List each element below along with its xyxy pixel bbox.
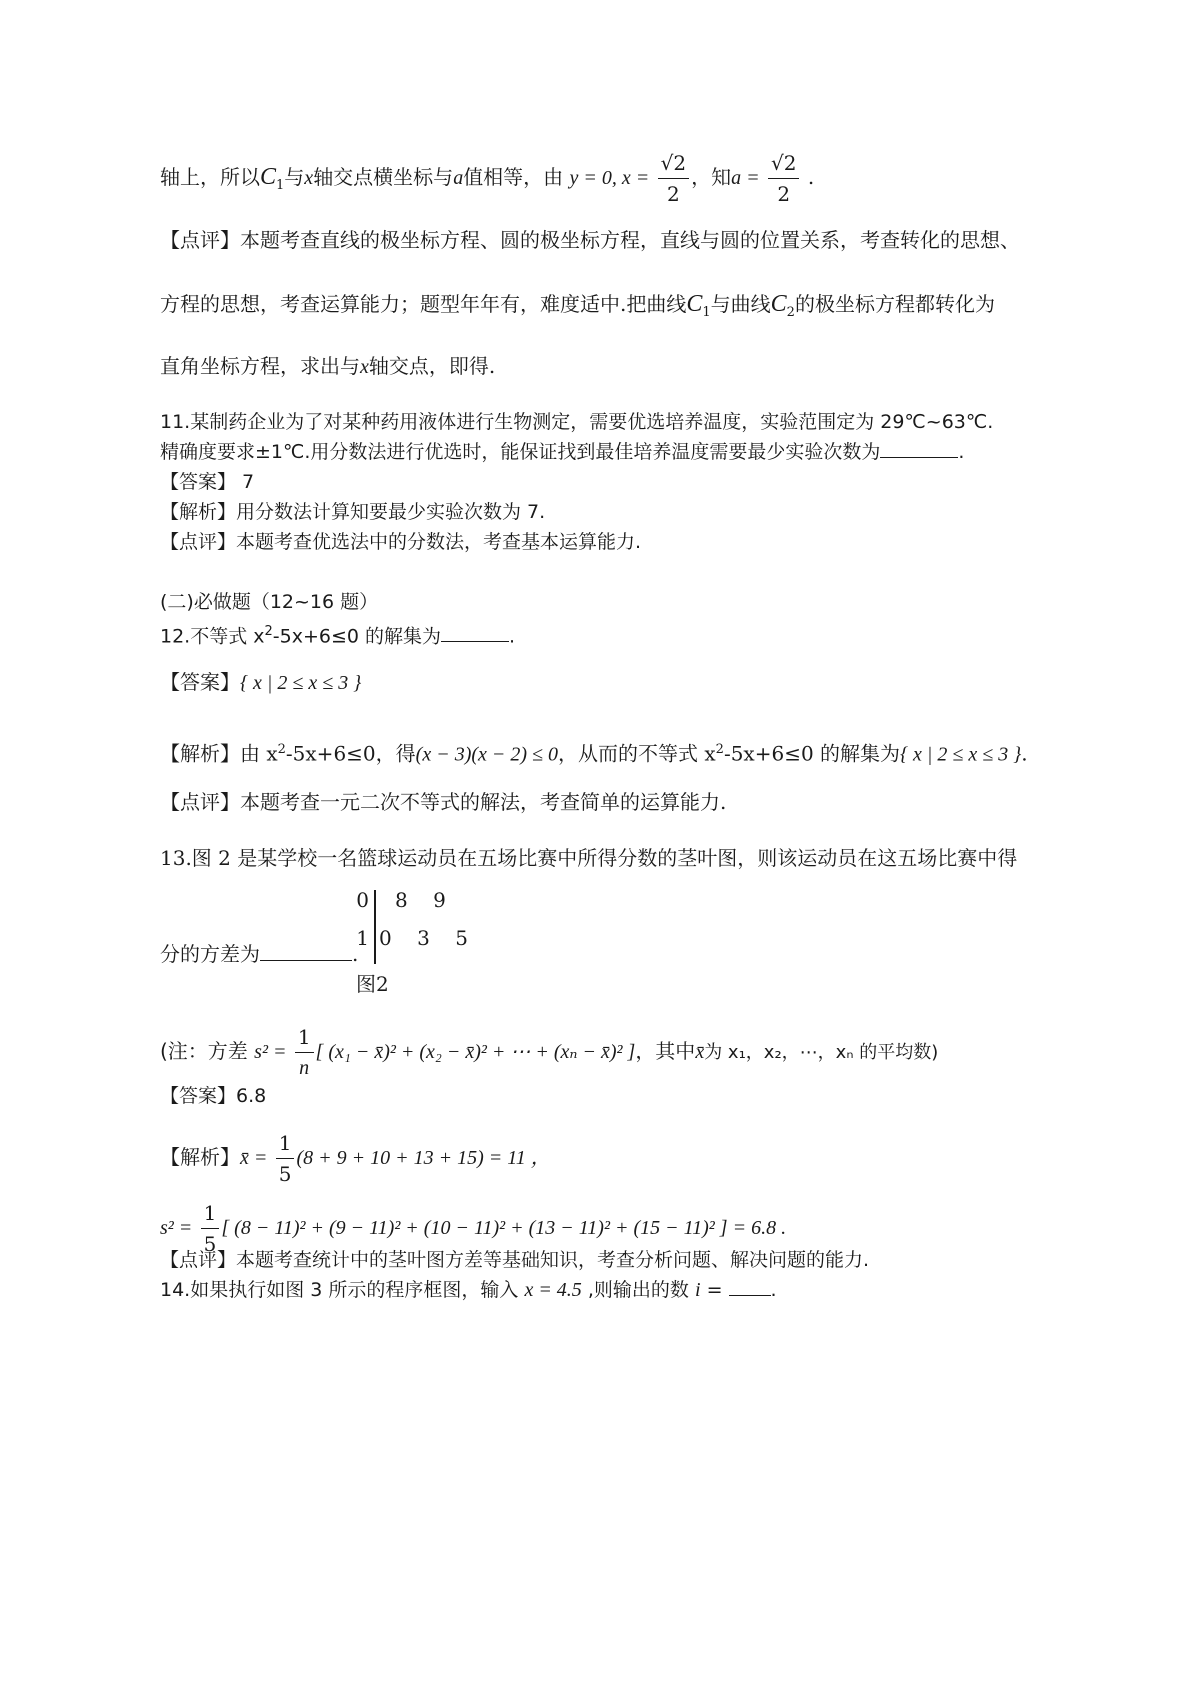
text: 轴交点横坐标与 [313, 165, 454, 189]
text: 分的方差为 [160, 942, 260, 966]
answer-blank [441, 623, 509, 642]
text: -5x+6≤0，得 [285, 741, 416, 766]
q12-analysis [160, 736, 1028, 769]
equation: a = [731, 167, 760, 189]
q12-comment: 【点评】本题考查一元二次不等式的解法，考查简单的运算能力. [160, 790, 727, 814]
q13-variance-note [160, 1022, 938, 1083]
leaves: 8 9 [395, 888, 446, 912]
text: . [807, 165, 815, 189]
a-symbol: a [453, 167, 464, 189]
leaves: 0 3 5 [379, 926, 469, 950]
text: 为 x₁，x₂，⋯，xₙ 的平均数) [704, 1042, 939, 1063]
figure-caption: 图2 [356, 972, 389, 996]
label: 【答案】 [160, 670, 240, 694]
text: ，其中 [635, 1039, 696, 1063]
superscript: 2 [277, 742, 286, 757]
superscript: 2 [715, 742, 724, 757]
text: 值相等，由 [463, 165, 564, 189]
mean-symbol: x̄ [695, 1041, 705, 1063]
equation: y = 0, x = [569, 167, 650, 189]
text: 14.如果执行如图 3 所示的程序框图，输入 [160, 1279, 519, 1301]
denominator: 5 [203, 1232, 217, 1256]
one-over-five-fraction [276, 1128, 295, 1189]
q11-line-1: 11.某制药企业为了对某种药用液体进行生物测定，需要优选培养温度，实验范围定为 29℃~63℃. [160, 411, 994, 433]
equation: x = 4.5 [524, 1279, 582, 1301]
text: . [352, 942, 359, 966]
equation: [ (8 − 11)² + (9 − 11)² + (10 − 11)² + (13 − 11)² + (15 − 11)² ] = 6.8 . [221, 1217, 787, 1239]
q11-comment: 【点评】本题考查优选法中的分数法，考查基本运算能力. [160, 531, 642, 553]
x-symbol: x [304, 167, 314, 189]
subscript: 1 [702, 305, 711, 320]
text: -5x+6≤0 的解集为 [272, 625, 442, 648]
stem-row [355, 888, 485, 926]
text: 直角坐标方程，求出与 [160, 354, 360, 378]
q11-answer: 【答案】 7 [160, 471, 255, 493]
variance-symbol: s² = [254, 1041, 287, 1063]
text: . [509, 625, 516, 648]
numerator: 1 [276, 1128, 295, 1159]
text: ,则输出的数 [587, 1279, 689, 1301]
q13-comment: 【点评】本题考查统计中的茎叶图方差等基础知识，考查分析问题、解决问题的能力. [160, 1249, 870, 1271]
solution-set: { x | 2 ≤ x ≤ 3 } [900, 743, 1022, 766]
text: = [706, 1279, 723, 1301]
answer-blank [880, 439, 958, 458]
variance-formula: [ (x₁ − x̄)² + (x₂ − x̄)² + ⋯ + (xₙ − x̄)² ] [315, 1041, 636, 1063]
denominator: n [299, 1057, 310, 1079]
text: . [770, 1279, 777, 1301]
q12-question [160, 618, 515, 650]
label: 【解析】 [160, 1145, 240, 1169]
numerator: 1 [295, 1022, 314, 1053]
q13-line-2 [160, 940, 358, 968]
subscript: 2 [786, 305, 795, 320]
subscript: 1 [276, 178, 285, 193]
sqrt2-over-2-fraction [768, 148, 799, 209]
text: 的极坐标方程都转化为 [794, 292, 995, 316]
text: ，知 [691, 165, 732, 189]
q13-analysis-line-1 [160, 1128, 551, 1189]
answer-blank [729, 1277, 771, 1296]
text: 轴上，所以 [160, 165, 260, 189]
superscript: 2 [264, 624, 273, 639]
text: 【解析】由 x [160, 741, 278, 766]
q10-conclusion-line [160, 148, 814, 209]
numerator: 1 [201, 1198, 220, 1229]
sqrt2-over-2-fraction [658, 148, 689, 209]
text: 轴交点，即得. [368, 354, 496, 378]
c2-symbol: C [770, 291, 787, 317]
text: 精确度要求±1℃.用分数法进行优选时，能保证找到最佳培养温度需要最少实验次数为 [160, 441, 881, 463]
text: . [958, 441, 965, 463]
text: 与曲线 [710, 292, 771, 316]
stem: 1 [356, 926, 369, 950]
q10-comment-line-2 [160, 290, 995, 327]
x-symbol: x [360, 356, 369, 378]
c1-symbol: C [686, 291, 703, 317]
c1-symbol: C [260, 164, 277, 190]
q11-line-2 [160, 438, 964, 466]
answer-blank [260, 942, 352, 961]
text: ，从而的不等式 x [558, 741, 716, 766]
denominator: 2 [667, 182, 680, 206]
section-header: (二)必做题（12~16 题） [160, 591, 379, 613]
stem-and-leaf-plot [355, 888, 485, 964]
numerator: √2 [768, 148, 799, 179]
equation: x̄ = [240, 1147, 268, 1169]
stem: 0 [356, 888, 369, 912]
one-over-n-fraction [295, 1022, 314, 1083]
q13-answer: 【答案】6.8 [160, 1085, 267, 1107]
text: 方程的思想，考查运算能力；题型年年有，难度适中.把曲线 [160, 292, 687, 316]
text: 12.不等式 x [160, 625, 265, 648]
text: (注：方差 [160, 1039, 248, 1063]
solution-set: { x | 2 ≤ x ≤ 3 } [240, 672, 362, 694]
i-symbol: i [694, 1279, 701, 1301]
q11-analysis: 【解析】用分数法计算知要最少实验次数为 7. [160, 501, 546, 523]
text: 与 [284, 165, 305, 189]
denominator: 2 [777, 182, 791, 206]
q14-question [160, 1276, 777, 1304]
equation: s² = [160, 1217, 193, 1239]
q13-line-1: 13.图 2 是某学校一名篮球运动员在五场比赛中所得分数的茎叶图，则该运动员在这五场比赛中得 [160, 846, 1018, 870]
q10-comment-line-1: 【点评】本题考查直线的极坐标方程、圆的极坐标方程，直线与圆的位置关系，考查转化的思想、 [160, 228, 1020, 252]
q12-answer [160, 668, 361, 697]
numerator: √2 [658, 148, 689, 179]
text: -5x+6≤0 的解集为 [723, 741, 901, 766]
factored-inequality: (x − 3)(x − 2) ≤ 0 [415, 743, 559, 766]
text: . [1021, 741, 1028, 766]
q10-comment-line-3 [160, 352, 495, 381]
equation: (8 + 9 + 10 + 13 + 15) = 11 ， [296, 1147, 551, 1169]
stem-row [355, 926, 485, 964]
denominator: 5 [278, 1162, 292, 1186]
